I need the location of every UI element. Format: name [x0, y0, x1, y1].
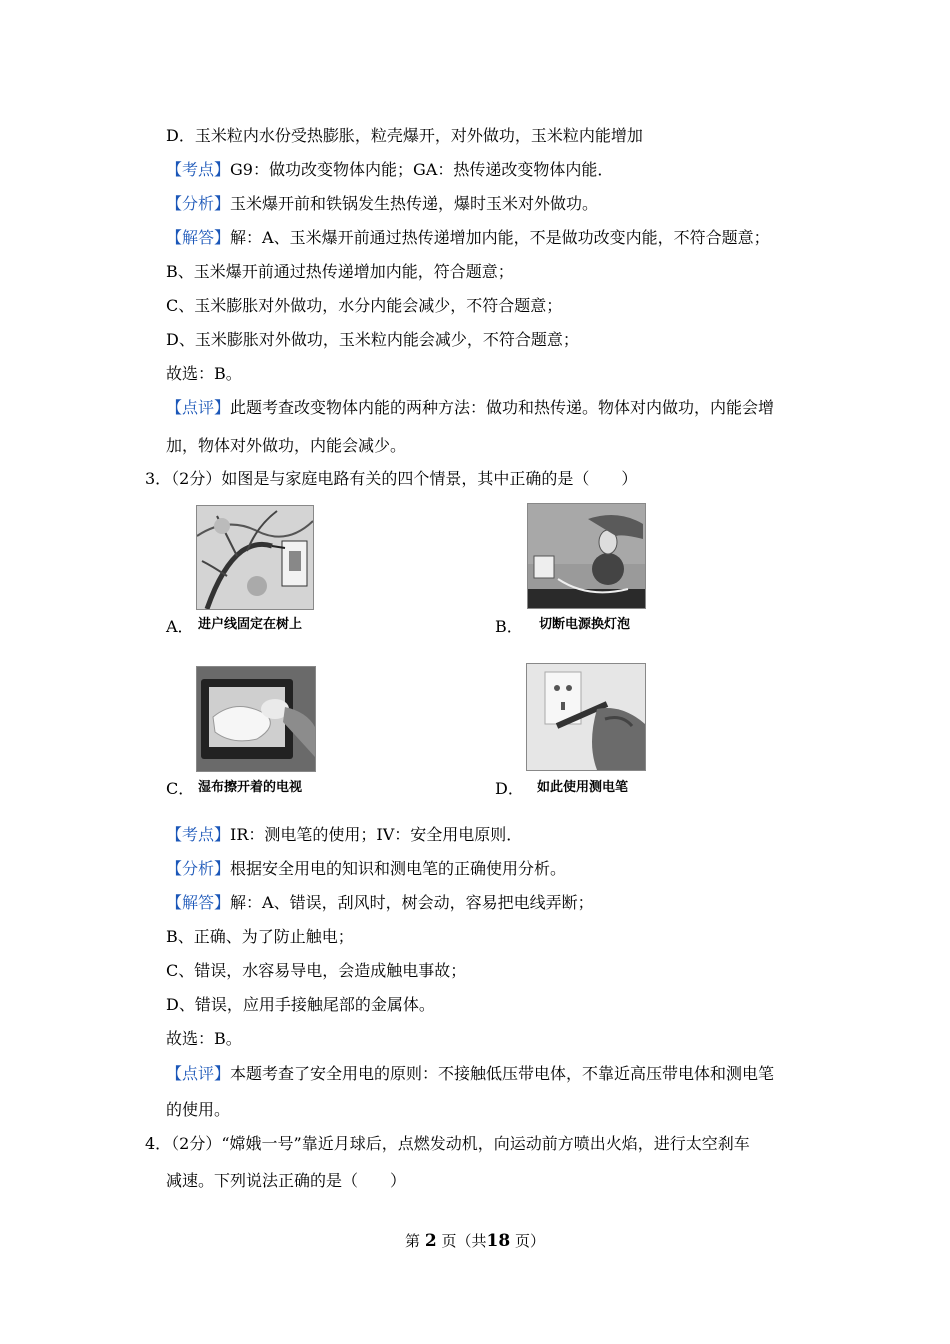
q3-fenxi	[166, 858, 566, 880]
q2-fenxi	[166, 193, 598, 215]
tree-wire-photo-icon	[196, 505, 314, 610]
q2-dianping-cont: 加，物体对外做功，内能会减少。	[166, 436, 407, 455]
page-number: 2	[424, 1231, 437, 1251]
q2-dianping	[166, 397, 774, 419]
jieda-tag: 【解答】	[166, 893, 231, 912]
tv-wipe-photo-icon	[196, 666, 316, 772]
test-pen-photo-icon	[526, 663, 646, 771]
q3-jieda	[166, 892, 594, 914]
q3-option-d-caption: 如此使用测电笔	[537, 780, 629, 795]
jieda-text: 解：A、玉米爆开前通过热传递增加内能，不是做功改变内能，不符合题意；	[230, 228, 770, 247]
q3-option-b-letter: B．	[495, 617, 523, 636]
q3-line-b: B、正确、为了防止触电；	[166, 927, 354, 946]
q2-line-c: C、玉米膨胀对外做功，水分内能会减少，不符合题意；	[166, 296, 563, 315]
q3-option-a-caption: 进户线固定在树上	[198, 617, 303, 632]
dianping-tag: 【点评】	[166, 398, 231, 417]
jieda-text: 解：A、错误，刮风时，树会动，容易把电线弄断；	[230, 893, 594, 912]
q3-answer: 故选：B。	[166, 1029, 242, 1048]
kaodian-tag: 【考点】	[166, 160, 231, 179]
q3-option-c-letter: C．	[166, 779, 195, 798]
q3-kaodian	[166, 824, 522, 846]
q2-line-b: B、玉米爆开前通过热传递增加内能，符合题意；	[166, 262, 514, 281]
jieda-tag: 【解答】	[166, 228, 231, 247]
q4-stem: 4．（2分）“嫦娥一号”靠近月球后，点燃发动机，向运动前方喷出火焰，进行太空刹车	[145, 1134, 750, 1153]
q3-option-a-letter: A．	[166, 617, 194, 636]
fenxi-text: 根据安全用电的知识和测电笔的正确使用分析。	[230, 859, 567, 878]
q3-dianping	[166, 1063, 774, 1085]
dianping-text: 本题考查了安全用电的原则：不接触低压带电体，不靠近高压带电体和测电笔	[230, 1064, 775, 1083]
q3-option-d-letter: D．	[495, 779, 524, 798]
q2-option-d: D．玉米粒内水份受热膨胀，粒壳爆开，对外做功，玉米粒内能增加	[166, 126, 643, 145]
q3-option-c-caption: 湿布擦开着的电视	[198, 780, 303, 795]
q4-stem-cont: 减速。下列说法正确的是（ ）	[166, 1171, 407, 1190]
q3-option-b-caption: 切断电源换灯泡	[539, 617, 631, 632]
q3-line-c: C、错误，水容易导电，会造成触电事故；	[166, 961, 467, 980]
footer-middle: 页（共	[441, 1232, 487, 1250]
q2-answer: 故选：B。	[166, 364, 242, 383]
footer-suffix: 页）	[514, 1232, 545, 1250]
footer-prefix: 第	[405, 1232, 421, 1250]
q2-jieda	[166, 227, 770, 249]
q2-line-d: D、玉米膨胀对外做功，玉米粒内能会减少，不符合题意；	[166, 330, 579, 349]
q3-stem: 3．（2分）如图是与家庭电路有关的四个情景，其中正确的是（ ）	[145, 469, 638, 488]
fenxi-tag: 【分析】	[166, 859, 231, 878]
q3-dianping-cont: 的使用。	[166, 1100, 231, 1119]
q3-line-d: D、错误，应用手接触尾部的金属体。	[166, 995, 435, 1014]
fenxi-tag: 【分析】	[166, 194, 231, 213]
total-pages: 18	[486, 1231, 511, 1251]
kaodian-tag: 【考点】	[166, 825, 231, 844]
dianping-text: 此题考查改变物体内能的两种方法：做功和热传递。物体对内做功，内能会增	[230, 398, 775, 417]
q2-kaodian	[166, 159, 613, 181]
dianping-tag: 【点评】	[166, 1064, 231, 1083]
page-footer	[0, 1230, 950, 1251]
bulb-change-photo-icon	[527, 503, 646, 609]
fenxi-text: 玉米爆开前和铁锅发生热传递，爆时玉米对外做功。	[230, 194, 599, 213]
kaodian-text: IR：测电笔的使用；IV：安全用电原则．	[230, 825, 523, 844]
kaodian-text: G9：做功改变物体内能；GA：热传递改变物体内能．	[230, 160, 614, 179]
